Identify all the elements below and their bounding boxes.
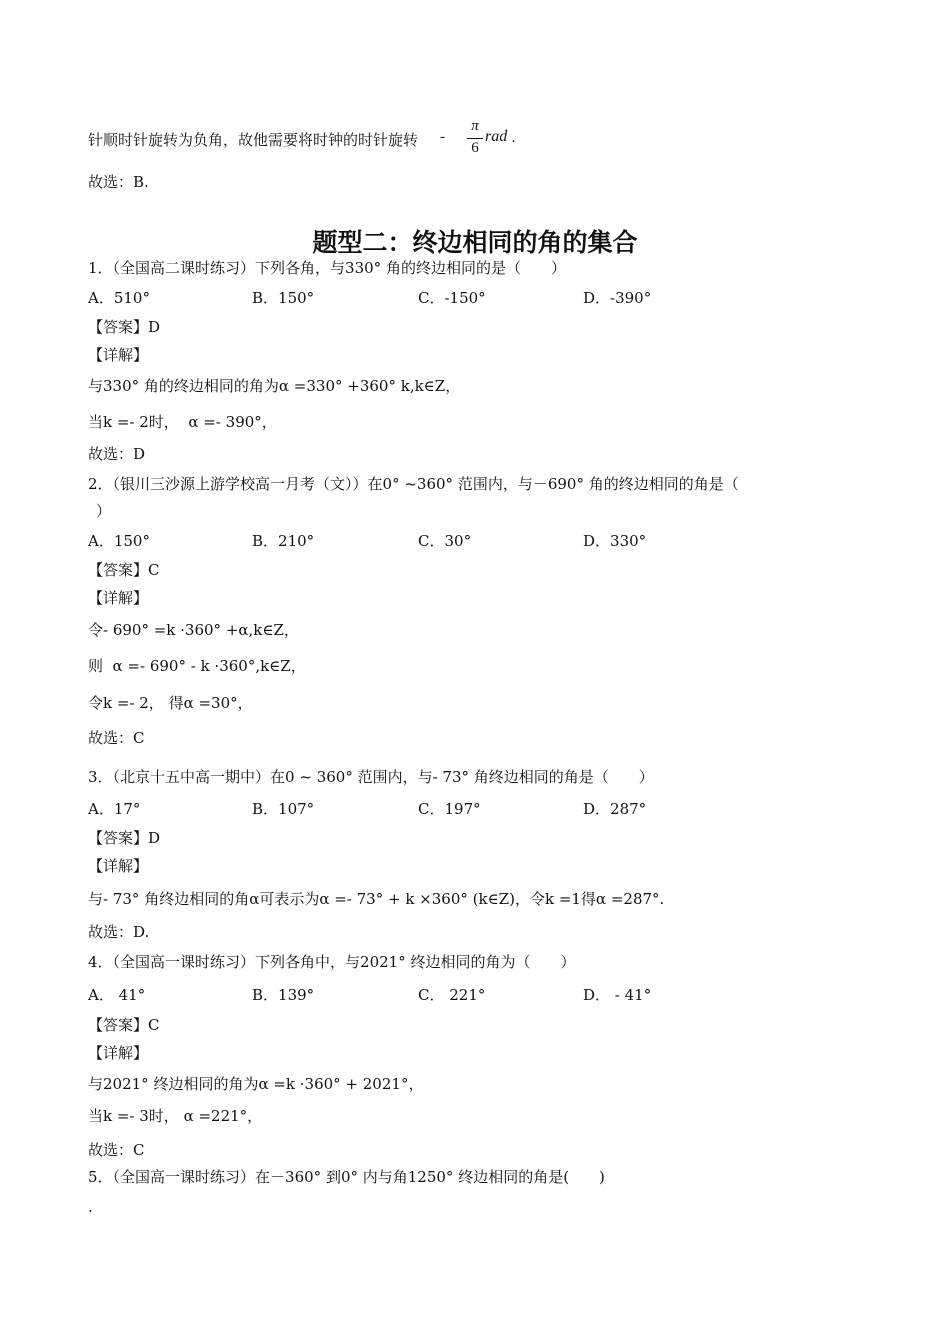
q3-option-a: A．17° xyxy=(88,800,141,818)
fraction-numerator: π xyxy=(471,118,479,134)
q3-option-b: B．107° xyxy=(252,800,315,818)
q2-option-c: C．30° xyxy=(418,532,472,550)
q1-detail-line: 当k =- 2时， α =- 390°， xyxy=(88,413,277,431)
q1-stem: 1．（全国高二课时练习）下列各角，与330° 角的终边相同的是（ ） xyxy=(88,259,566,277)
q4-option-a: A． 41° xyxy=(88,986,146,1004)
q3-detail-line: 与- 73° 角终边相同的角α可表示为α =- 73° + k ×360° (k∈Z)，令k =1得α =287°. xyxy=(88,890,665,908)
q4-option-b: B．139° xyxy=(252,986,315,1004)
fraction-end: . xyxy=(512,130,516,146)
q2-option-d: D．330° xyxy=(583,532,647,550)
fraction-unit: rad xyxy=(485,128,508,145)
q2-detail-line: 则 α =- 690° - k ·360°,k∈Z， xyxy=(88,657,306,675)
q4-answer: 【答案】C xyxy=(88,1016,160,1034)
q4-detail-line: 与2021° 终边相同的角为α =k ·360° + 2021°， xyxy=(88,1075,424,1093)
q2-detail-line: 令- 690° =k ·360° +α,k∈Z， xyxy=(88,621,299,639)
q5-trailing: . xyxy=(88,1198,93,1216)
q3-answer: 【答案】D xyxy=(88,829,161,847)
q3-option-d: D．287° xyxy=(583,800,647,818)
q3-detail-label: 【详解】 xyxy=(88,857,149,875)
q1-option-d: D．-390° xyxy=(583,289,652,307)
q1-detail-line: 与330° 角的终边相同的角为α =330° +360° k,k∈Z， xyxy=(88,377,461,395)
q2-answer: 【答案】C xyxy=(88,561,160,579)
q4-detail-line: 当k =- 3时， α =221°， xyxy=(88,1107,263,1125)
q3-detail-line: 故选：D. xyxy=(88,923,150,941)
intro-answer: 故选：B. xyxy=(88,173,149,191)
q1-option-c: C．-150° xyxy=(418,289,486,307)
q4-detail-label: 【详解】 xyxy=(88,1044,149,1062)
q3-stem: 3．（北京十五中高一期中）在0 ~ 360° 范围内，与- 73° 角终边相同的角是（ ） xyxy=(88,768,654,786)
q1-option-b: B．150° xyxy=(252,289,315,307)
q4-detail-line: 故选：C xyxy=(88,1141,145,1159)
intro-text: 针顺时针旋转为负角，故他需要将时钟的时针旋转 xyxy=(88,131,419,149)
q2-detail-label: 【详解】 xyxy=(88,589,149,607)
q2-stem-cont: ） xyxy=(96,502,112,520)
section-title: 题型二：终边相同的角的集合 xyxy=(312,228,638,257)
q4-option-c: C． 221° xyxy=(418,986,486,1004)
fraction-sign: - xyxy=(440,129,445,145)
q2-option-b: B．210° xyxy=(252,532,315,550)
q5-stem: 5．（全国高一课时练习）在－360° 到0° 内与角1250° 终边相同的角是( ) xyxy=(88,1168,605,1186)
q2-detail-line: 故选：C xyxy=(88,729,145,747)
q1-detail-label: 【详解】 xyxy=(88,346,149,364)
q2-detail-line: 令k =- 2， 得α =30°， xyxy=(88,694,253,712)
fraction-bar xyxy=(467,138,483,139)
q2-stem: 2．（银川三沙源上游学校高一月考（文））在0° ~360° 范围内，与－690° 角的终边相同的角是（ xyxy=(88,475,739,493)
fraction-denominator: 6 xyxy=(471,140,479,156)
q4-option-d: D． - 41° xyxy=(583,986,652,1004)
q3-option-c: C．197° xyxy=(418,800,481,818)
q4-stem: 4．（全国高一课时练习）下列各角中，与2021° 终边相同的角为（ ） xyxy=(88,953,576,971)
q1-answer: 【答案】D xyxy=(88,318,161,336)
q2-option-a: A．150° xyxy=(88,532,150,550)
q1-detail-line: 故选：D xyxy=(88,445,146,463)
q1-option-a: A．510° xyxy=(88,289,150,307)
